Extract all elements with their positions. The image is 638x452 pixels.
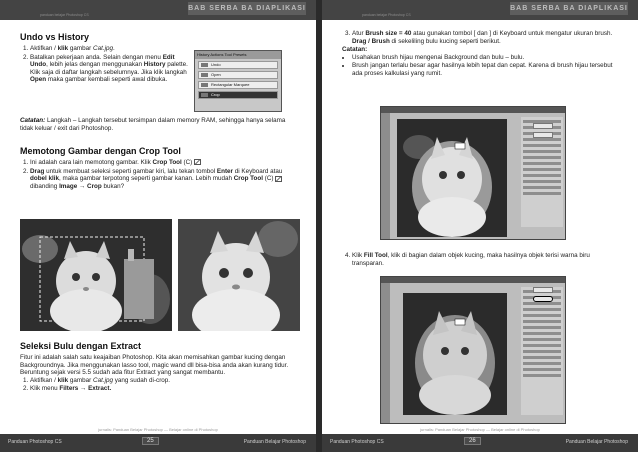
left-header-bar (0, 0, 316, 20)
catatan-ram: Catatan: Langkah – Langkah tersebut tersimpan dalam memory RAM, sehingga hanya selama tidak keluar / exit dari Photoshop. (20, 117, 286, 132)
extract-title: Seleksi Bulu dengan Extract (20, 341, 142, 351)
extract-dialog-screenshot-brush (380, 106, 566, 240)
crop-tool-icon (194, 159, 201, 165)
right-footer-right-label: Panduan Belajar Photoshop (565, 439, 628, 445)
kitten-before-crop-image (20, 219, 172, 331)
extract-step-2: 2. Klik menu Filters → Extract. (30, 385, 300, 393)
crop-tool-icon (275, 176, 282, 182)
history-row: Undo (198, 61, 278, 69)
history-row: Open (198, 71, 278, 79)
ok-button[interactable] (533, 287, 553, 293)
dialog-titlebar (381, 277, 565, 283)
dialog-toolbar (381, 113, 390, 239)
crop-title: Memotong Gambar dengan Crop Tool (20, 146, 181, 156)
right-header-subtitle: panduan belajar Photoshop CS (362, 13, 411, 17)
extract-dialog-screenshot-fill (380, 276, 566, 424)
undo-section (20, 32, 190, 85)
right-page (322, 0, 638, 452)
history-row-selected: Crop (198, 91, 278, 99)
preview-button[interactable] (533, 296, 553, 302)
crop-steps (20, 159, 300, 190)
dialog-titlebar (381, 107, 565, 113)
kitten-after-crop-image (178, 219, 300, 331)
note-item: • Brush jangan terlalu besar agar hasilnya lebih tepat dan cepat. Karena di brush hijau tersebut ada proses kalkulasi yang rumit. (352, 62, 622, 77)
crop-example-images (20, 219, 300, 331)
dialog-toolbar (381, 283, 390, 423)
undo-title: Undo vs History (20, 32, 90, 42)
crop-section (20, 146, 300, 191)
left-page-number: 25 (142, 437, 159, 445)
extract-steps (20, 377, 300, 393)
fill-step-section (342, 252, 622, 268)
history-palette-screenshot (194, 50, 282, 112)
left-page (0, 0, 316, 452)
right-footer-watermark: jurnalis: Panduan Belajar Photoshop — Belajar online di Photoshop (322, 427, 638, 433)
right-footer (322, 427, 638, 452)
left-header-subtitle: panduan belajar Photoshop CS (40, 13, 89, 17)
brush-step-section (342, 30, 622, 79)
extract-paragraph: Fitur ini adalah salah satu keajaiban Photoshop. Kita akan memisahkan gambar kucing dengan Backgroundnya. Jika menggunakan lasso tool, magic wand dll bisa-bisa anda akan kurang tidur. Beruntung sejak versi 5.5 sudah ada fitur Extract yang sangat membantu. (20, 354, 289, 377)
extract-options-panel (521, 287, 563, 415)
undo-step-2: 2. Batalkan pekerjaan anda. Selain dengan menu Edit Undo, lebih jelas dengan menggunakan History palette. Klik saja di daftar langkah sebelumnya. Jika klik langkah Open maka gambar kembali seperti awal dibuka. (30, 54, 190, 84)
cancel-button[interactable] (533, 132, 553, 138)
fill-steps (342, 252, 622, 267)
left-footer-watermark: jurnalis: Panduan Belajar Photoshop — Belajar online di Photoshop (0, 427, 316, 433)
brush-step-3: 3. Atur Brush size = 40 atau gunakan tombol [ dan ] di Keyboard untuk mengatur ukuran brush. Drag / Brush di sekeliling bulu kucing seperti berikut. (352, 30, 622, 45)
fill-step-4: 4. Klik Fill Tool, klik di bagian dalam objek kucing, maka hasilnya objek terisi warna biru transparan. (352, 252, 622, 267)
note-item: • Usahakan brush hijau mengenai Background dan bulu – bulu. (352, 54, 622, 62)
ok-button[interactable] (533, 123, 553, 129)
left-footer (0, 427, 316, 452)
history-palette-tabs: History Actions Tool Presets (195, 51, 281, 59)
right-header-bar (322, 0, 638, 20)
catatan-label: Catatan: (342, 46, 368, 54)
left-header-title: BAB SERBA BA DIAPLIKASI (188, 2, 306, 15)
left-footer-right-label: Panduan Belajar Photoshop (243, 439, 306, 445)
extract-canvas-fill (403, 293, 507, 415)
right-footer-label: Panduan Photoshop CS (330, 439, 384, 445)
crop-step-2: 2. Drag untuk membuat seleksi seperti gambar kiri, lalu tekan tombol Enter di Keyboard atau dobel klik, maka gambar terpotong seperti gambar kanan. Lebih mudah Crop Tool (C) dibanding Image → Crop bukan? (30, 168, 300, 191)
undo-step-1: 1. Aktifkan / klik gambar Cat.jpg. (30, 45, 190, 53)
brush-steps (342, 30, 622, 45)
left-footer-label: Panduan Photoshop CS (8, 439, 62, 445)
extract-canvas-brush (397, 119, 507, 237)
undo-steps (20, 45, 190, 84)
extract-section (20, 341, 300, 394)
catatan-notes (342, 54, 622, 78)
extract-step-1: 1. Aktifkan / klik gambar Cat.jpg yang sudah di-crop. (30, 377, 300, 385)
history-row: Rectangular Marquee (198, 81, 278, 89)
right-page-number: 26 (464, 437, 481, 445)
crop-step-1: 1. Ini adalah cara lain memotong gambar. Klik Crop Tool (C) (30, 159, 300, 167)
right-header-title: BAB SERBA BA DIAPLIKASI (510, 2, 628, 15)
